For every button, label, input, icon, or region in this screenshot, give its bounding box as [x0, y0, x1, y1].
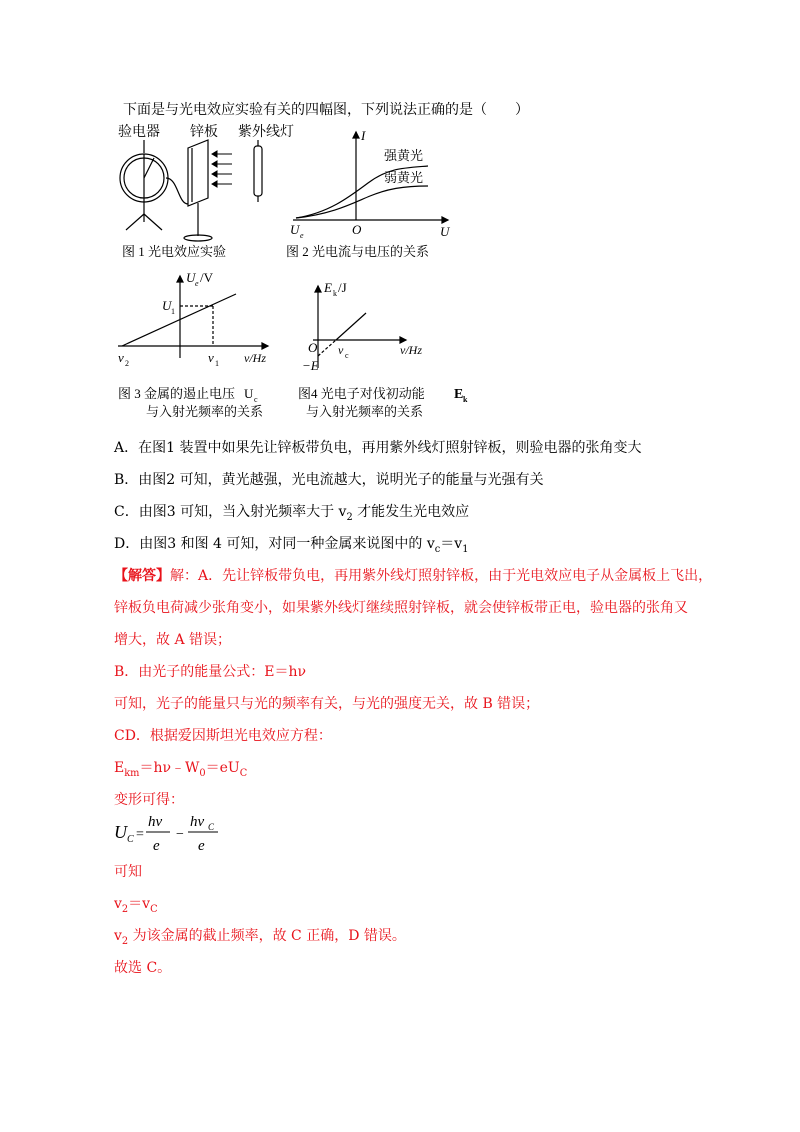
fig4-axis-unit: /J	[338, 280, 347, 295]
answer-line-1: 【解答】解：A．先让锌板带负电，再用紫外线灯照射锌板，由于光电效应电子从金属板上飞出，	[114, 568, 713, 584]
fig4-neg-e: −E	[302, 358, 319, 373]
fig4-line	[336, 313, 366, 340]
fig4-caption-ek-sub: k	[463, 395, 468, 404]
formula-minus: −	[176, 827, 184, 842]
fig3-graph	[118, 276, 268, 358]
label-weak-yellow: 弱黄光	[384, 170, 424, 185]
fig1-caption: 图 1 光电效应实验	[122, 244, 227, 259]
answer-equation-2: $v_2=v_C$	[114, 896, 158, 915]
label-zinc-plate: 锌板	[190, 125, 218, 140]
answer-line-4: B．由光子的能量公式：E＝hν	[114, 664, 307, 680]
fig4-caption-2: 与入射光频率的关系	[306, 404, 424, 419]
formula-lhs: U	[114, 822, 127, 842]
option-b: B．由图2 可知，黄光越强，光电流越大，说明光子的能量与光强有关	[114, 472, 544, 488]
fig2-ue-sub: e	[300, 231, 304, 240]
answer-tag: 【解答】	[114, 568, 170, 584]
electroscope-drawing	[120, 140, 188, 230]
fig3-caption-uc-sub: c	[254, 395, 258, 404]
formula-num1: hν	[148, 814, 163, 830]
fig3-caption-2: 与入射光频率的关系	[146, 404, 264, 419]
answer-line-6: CD．根据爱因斯坦光电效应方程：	[114, 728, 332, 744]
fig2-axis-i: I	[361, 128, 366, 143]
fig3-u1: U	[162, 298, 172, 313]
fig4-vc-sub: c	[345, 351, 349, 360]
formula-lhs-sub: C	[127, 834, 134, 845]
fig4-caption-1: 图4 光电子对伐初动能	[298, 386, 425, 401]
answer-line-8: 可知	[114, 864, 142, 880]
option-c: C．由图3 可知，当入射光频率大于 $v_2$ 才能发生光电效应	[114, 504, 470, 523]
figures-row-2	[108, 268, 468, 428]
answer-formula	[110, 808, 240, 858]
zinc-plate-drawing	[184, 140, 212, 241]
fig4-axis-x: ν/Hz	[400, 343, 422, 357]
fig3-caption-1: 图 3 金属的遏止电压	[118, 386, 236, 401]
figures-row-1	[108, 118, 468, 268]
fig2-axis-u: U	[440, 224, 450, 239]
option-a: A．在图1 装置中如果先让锌板带负电，再用紫外线灯照射锌板，则验电器的张角变大	[114, 440, 642, 456]
fig3-axis-ue-sub: e	[195, 279, 199, 288]
answer-line-10: 故选 C。	[114, 960, 172, 976]
formula-den2: e	[198, 838, 205, 854]
answer-line-5: 可知，光子的能量只与光的频率有关，与光的强度无关，故 B 错误；	[114, 696, 540, 712]
fig3-v2: ν	[118, 350, 124, 365]
fig3-u1-sub: 1	[171, 307, 175, 316]
fig3-v2-sub: 2	[125, 359, 129, 368]
formula-eq: =	[136, 827, 144, 842]
fig3-caption-uc: U	[244, 386, 254, 401]
formula-num2-sub: C	[208, 822, 215, 832]
answer-line-2: 锌板负电荷减少张角变小，如果紫外线灯继续照射锌板，就会使锌板带正电，验电器的张角又	[114, 600, 688, 616]
fig3-v1: ν	[208, 350, 214, 365]
fig2-ue: U	[290, 222, 300, 237]
question-stem: 下面是与光电效应实验有关的四幅图，下列说法正确的是（ ）	[123, 102, 529, 118]
fig4-axis-ek: E	[324, 280, 332, 295]
label-uv-lamp: 紫外线灯	[238, 125, 294, 140]
label-electroscope: 验电器	[118, 125, 160, 140]
label-strong-yellow: 强黄光	[384, 148, 424, 163]
option-d: D．由图3 和图 4 可知，对同一种金属来说图中的 $v_c=v_1$	[114, 536, 469, 555]
fig3-axis-x: ν/Hz	[244, 351, 266, 365]
fig3-axis-ue: U	[186, 270, 196, 285]
fig3-line	[122, 294, 236, 346]
fig3-v1-sub: 1	[215, 359, 219, 368]
fig4-caption-ek: E	[454, 387, 464, 402]
fig2-graph	[293, 132, 448, 223]
fig4-graph	[313, 286, 406, 368]
fig4-origin: O	[308, 340, 318, 355]
answer-line-3: 增大，故 A 错误；	[114, 632, 232, 648]
formula-num2: hν	[190, 814, 205, 830]
uv-light-arrows	[212, 151, 232, 187]
uv-lamp-drawing	[254, 140, 262, 202]
fig4-axis-ek-sub: k	[333, 289, 337, 298]
fig4-vc: ν	[338, 343, 344, 357]
fig2-caption: 图 2 光电流与电压的关系	[286, 244, 430, 259]
fig3-axis-unit: /V	[200, 270, 213, 285]
fig2-origin: O	[352, 222, 362, 237]
answer-line-7: 变形可得：	[114, 792, 184, 808]
answer-line-9: $v_2$ 为该金属的截止频率，故 C 正确，D 错误。	[114, 928, 406, 947]
answer-equation-1: $E_{km}=h\nu﹣W_0=eU_C$	[114, 760, 248, 779]
formula-den1: e	[153, 838, 160, 854]
